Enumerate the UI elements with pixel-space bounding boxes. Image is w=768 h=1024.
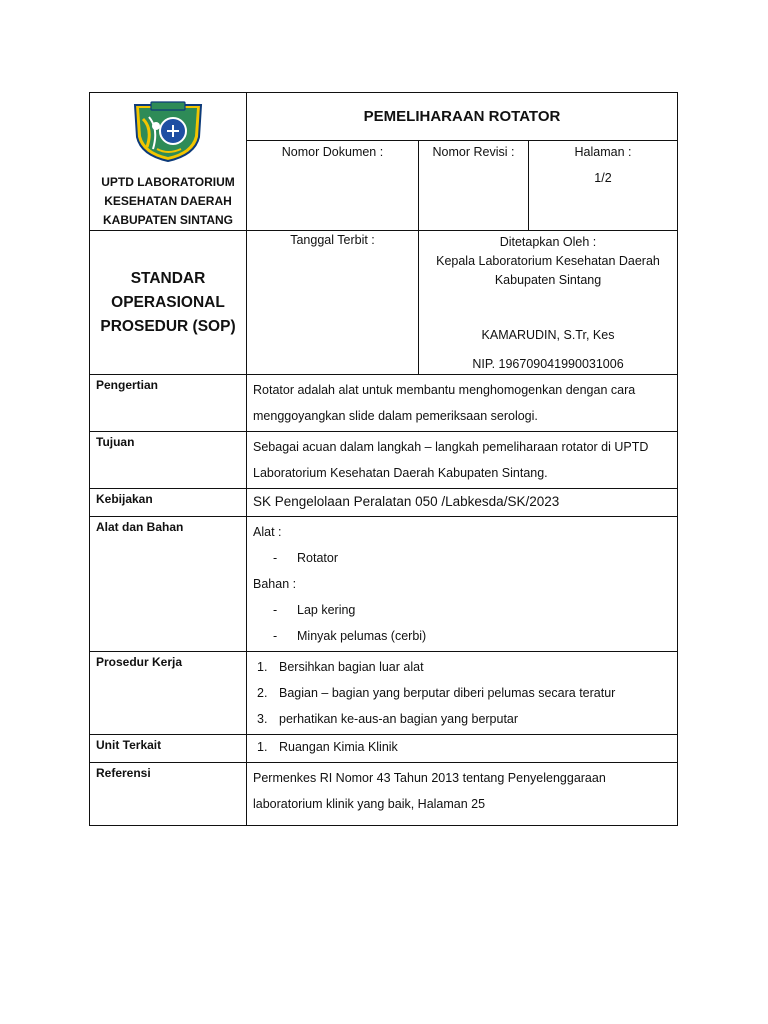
referensi-content: [247, 763, 678, 826]
nomor-revisi-cell: [419, 141, 529, 231]
tujuan-content: [247, 432, 678, 489]
org-line-3: KABUPATEN SINTANG: [103, 213, 233, 227]
halaman-cell: [529, 141, 678, 231]
ditetapkan-line-2: Kepala Laboratorium Kesehatan Daerah: [436, 254, 660, 268]
nomor-dokumen-cell: [247, 141, 419, 231]
kebijakan-text: SK Pengelolaan Peralatan 050 /Labkesda/SK/2023: [247, 489, 678, 517]
ditetapkan-cell: [419, 231, 678, 375]
list-item: [257, 680, 671, 706]
org-header-cell: [90, 93, 247, 231]
list-item: [257, 654, 671, 680]
prosedur-content: [247, 652, 678, 735]
bahan-item-lap-kering: Lap kering: [297, 603, 356, 617]
step-text: perhatikan ke-aus-an bagian yang berputar: [279, 712, 519, 726]
referensi-line-1: Permenkes RI Nomor 43 Tahun 2013 tentang Penyelenggaraan: [253, 771, 606, 785]
tanggal-terbit-cell: [247, 231, 419, 375]
pengertian-line-2: menggoyangkan slide dalam pemeriksaan serologi.: [253, 409, 538, 423]
ditetapkan-label: Ditetapkan Oleh :: [499, 235, 597, 249]
alat-content: [247, 517, 678, 652]
sop-line-1: STANDAR: [130, 269, 206, 287]
nomor-dokumen-label: Nomor Dokumen :: [281, 145, 384, 160]
signer-nip: NIP. 196709041990031006: [472, 357, 624, 371]
tujuan-line-2: Laboratorium Kesehatan Daerah Kabupaten Sintang.: [253, 466, 548, 480]
pengertian-line-1: Rotator adalah alat untuk membantu menghomogenkan dengan cara: [253, 383, 636, 397]
org-line-1: UPTD LABORATORIUM: [101, 175, 235, 189]
step-number: 2.: [257, 686, 268, 700]
halaman-value: 1/2: [594, 171, 612, 186]
bahan-item-minyak-pelumas: Minyak pelumas (cerbi): [297, 629, 427, 643]
signer-name: KAMARUDIN, S.Tr, Kes: [481, 328, 615, 342]
ditetapkan-line-3: Kabupaten Sintang: [494, 273, 602, 287]
tujuan-label: Tujuan: [90, 432, 247, 489]
sop-document: [89, 92, 677, 826]
pengertian-label: Pengertian: [90, 375, 247, 432]
sop-line-3: PROSEDUR (SOP): [100, 317, 236, 335]
sop-title-cell: [90, 231, 247, 375]
step-number: 3.: [257, 712, 268, 726]
bahan-heading: Bahan :: [253, 577, 297, 591]
org-line-2: KESEHATAN DAERAH: [104, 194, 232, 208]
list-dash: -: [273, 603, 278, 617]
alat-heading: Alat :: [253, 525, 282, 539]
sop-table: [89, 92, 678, 826]
unit-terkait-label: Unit Terkait: [90, 735, 247, 763]
step-text: Bagian – bagian yang berputar diberi pelumas secara teratur: [279, 686, 616, 700]
prosedur-label: Prosedur Kerja: [90, 652, 247, 735]
alat-label: Alat dan Bahan: [90, 517, 247, 652]
document-title: PEMELIHARAAN ROTATOR: [247, 93, 678, 141]
kabupaten-sintang-emblem-icon: [129, 99, 207, 163]
alat-item-rotator: Rotator: [297, 551, 338, 565]
list-item: [253, 597, 671, 623]
list-dash: -: [273, 629, 278, 643]
sop-line-2: OPERASIONAL: [111, 293, 225, 311]
tanggal-terbit-label: Tanggal Terbit :: [290, 233, 375, 247]
step-text: Bersihkan bagian luar alat: [279, 660, 424, 674]
unit-text: Ruangan Kimia Klinik: [279, 740, 398, 754]
unit-terkait-content: [247, 735, 678, 763]
list-dash: -: [273, 551, 278, 565]
pengertian-content: [247, 375, 678, 432]
unit-number: 1.: [257, 740, 268, 754]
referensi-line-2: laboratorium klinik yang baik, Halaman 25: [253, 797, 486, 811]
tujuan-line-1: Sebagai acuan dalam langkah – langkah pemeliharaan rotator di UPTD: [253, 440, 649, 454]
list-item: [253, 545, 671, 571]
list-item: [257, 706, 671, 732]
kebijakan-label: Kebijakan: [90, 489, 247, 517]
referensi-label: Referensi: [90, 763, 247, 826]
list-item: [253, 623, 671, 649]
nomor-revisi-label: Nomor Revisi :: [432, 145, 515, 160]
halaman-label: Halaman :: [574, 145, 632, 160]
step-number: 1.: [257, 660, 268, 674]
